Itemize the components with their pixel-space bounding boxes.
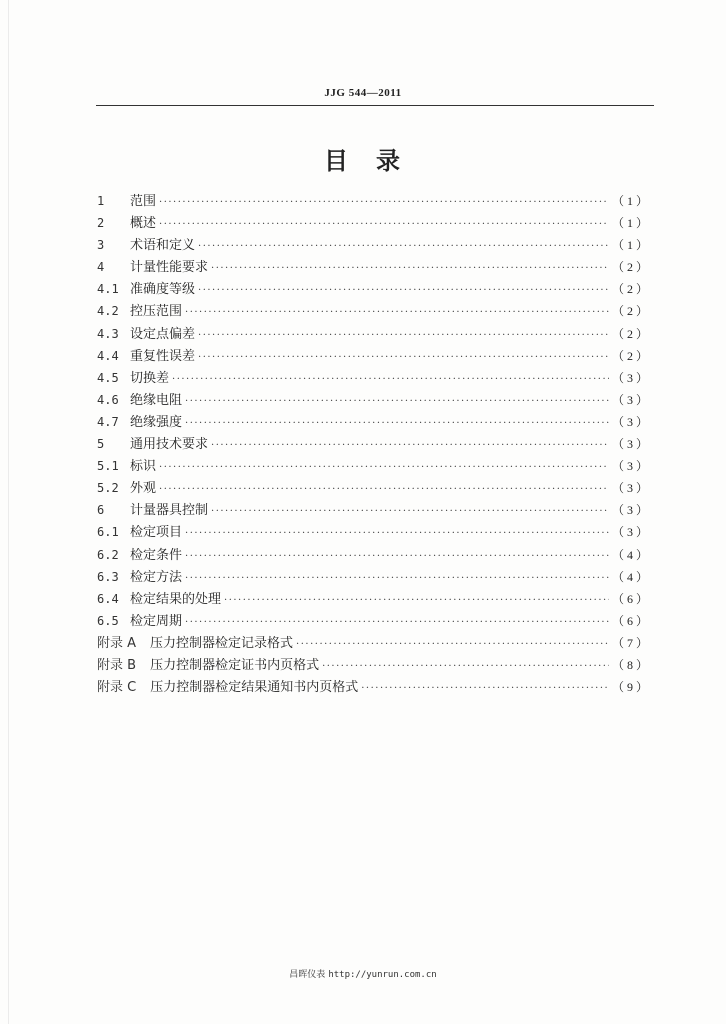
toc-leader-dots <box>159 219 609 230</box>
toc-entry-page: （1） <box>611 238 651 253</box>
page-title: 目 录 <box>324 147 402 175</box>
toc-entry-page: （3） <box>611 503 651 518</box>
toc-entry[interactable] <box>97 323 651 345</box>
toc-leader-dots <box>211 440 609 451</box>
toc-entry-title: 计量器具控制 <box>130 503 209 519</box>
toc-entry-page: （2） <box>611 282 651 297</box>
toc-entry-page: （1） <box>611 216 651 231</box>
toc-entry-number: 4.5 <box>97 370 119 385</box>
toc-leader-dots <box>159 484 609 495</box>
toc-appendix-title: 压力控制器检定结果通知书内页格式 <box>150 680 359 696</box>
toc-appendix-number: 附录 C <box>97 680 137 696</box>
toc-appendix-number: 附录 B <box>97 657 137 673</box>
toc-entry[interactable] <box>97 433 651 455</box>
toc-entry-number: 4.1 <box>97 282 119 297</box>
toc-entry-page: （2） <box>611 304 651 319</box>
toc-leader-dots <box>159 462 609 473</box>
toc-entry-page: （3） <box>611 437 651 452</box>
toc-entry-page: （3） <box>611 525 651 540</box>
toc-leader-dots <box>211 506 609 517</box>
toc-appendix-page: （7） <box>611 635 651 650</box>
toc-entry[interactable] <box>97 477 651 499</box>
toc-entry[interactable] <box>97 389 651 411</box>
standard-code: JJG 544—2011 <box>324 87 402 99</box>
toc-entry-number: 5 <box>97 437 105 452</box>
toc-entry-title: 范围 <box>130 194 157 209</box>
toc-entry-number: 2 <box>97 216 105 231</box>
toc-entry-page: （2） <box>611 326 651 341</box>
toc-entry[interactable] <box>97 300 651 322</box>
toc-appendix-page: （9） <box>611 680 651 695</box>
toc-entry-page: （4） <box>611 547 651 562</box>
toc-entry-page: （2） <box>611 348 651 363</box>
toc-leader-dots <box>185 551 609 562</box>
toc-entry-title: 控压范围 <box>130 304 183 320</box>
toc-entry-number: 6.1 <box>97 525 119 540</box>
toc-appendix-number: 附录 A <box>97 635 137 651</box>
table-of-contents <box>97 190 651 698</box>
toc-leader-dots <box>322 661 609 672</box>
toc-entry-number: 5.1 <box>97 459 119 474</box>
toc-entry-page: （4） <box>611 569 651 584</box>
toc-entry[interactable] <box>97 278 651 300</box>
header-rule <box>96 105 654 106</box>
toc-entry[interactable] <box>97 411 651 433</box>
toc-leader-dots <box>224 595 609 606</box>
toc-entry[interactable] <box>97 544 651 566</box>
toc-leader-dots <box>185 528 609 539</box>
toc-entry-title: 重复性误差 <box>130 348 196 364</box>
toc-entry-title: 概述 <box>130 216 157 232</box>
toc-leader-dots <box>185 617 609 628</box>
toc-entry-number: 6 <box>97 503 105 518</box>
toc-appendix-entry[interactable] <box>97 654 651 676</box>
toc-entry[interactable] <box>97 610 651 632</box>
toc-entry[interactable] <box>97 521 651 543</box>
toc-entry-page: （3） <box>611 370 651 385</box>
toc-entry[interactable] <box>97 566 651 588</box>
toc-leader-dots <box>185 418 609 429</box>
toc-leader-dots <box>198 330 609 341</box>
toc-entry-title: 检定结果的处理 <box>130 591 222 607</box>
toc-entry-page: （3） <box>611 459 651 474</box>
toc-entry-number: 4.4 <box>97 348 119 363</box>
toc-appendix-entry[interactable] <box>97 676 651 698</box>
page-footer <box>0 967 726 980</box>
toc-leader-dots <box>361 683 609 694</box>
toc-entry-number: 6.5 <box>97 613 119 628</box>
toc-leader-dots <box>185 307 609 318</box>
toc-leader-dots <box>159 197 609 208</box>
toc-leader-dots <box>296 639 609 650</box>
toc-entry[interactable] <box>97 499 651 521</box>
toc-entry-title: 绝缘电阻 <box>130 392 183 408</box>
toc-appendix-page: （8） <box>611 657 651 672</box>
toc-leader-dots <box>198 241 609 252</box>
toc-entry[interactable] <box>97 256 651 278</box>
toc-entry-title: 通用技术要求 <box>130 437 209 453</box>
toc-entry[interactable] <box>97 234 651 256</box>
toc-leader-dots <box>211 263 609 274</box>
toc-entry-title: 切换差 <box>130 370 170 386</box>
toc-leader-dots <box>185 396 609 407</box>
toc-entry-page: （6） <box>611 613 651 628</box>
toc-appendix-title: 压力控制器检定证书内页格式 <box>150 657 320 673</box>
toc-entry-title: 术语和定义 <box>130 238 196 254</box>
toc-entry-title: 外观 <box>130 481 157 497</box>
toc-entry-page: （3） <box>611 414 651 429</box>
toc-leader-dots <box>172 374 609 385</box>
toc-entry-number: 1 <box>97 194 105 208</box>
toc-entry-number: 4.2 <box>97 304 119 319</box>
toc-entry[interactable] <box>97 212 651 234</box>
toc-entry-page: （6） <box>611 591 651 606</box>
toc-entry[interactable] <box>97 345 651 367</box>
toc-entry-title: 检定项目 <box>130 525 183 541</box>
footer-url-link[interactable]: http://yunrun.com.cn <box>328 970 437 980</box>
toc-entry-title: 检定周期 <box>130 613 183 629</box>
footer-brand: 昌晖仪表 <box>289 970 326 980</box>
toc-entry-number: 5.2 <box>97 481 119 496</box>
toc-entry-page: （3） <box>611 481 651 496</box>
toc-entry-number: 6.3 <box>97 569 119 584</box>
toc-appendix-title: 压力控制器检定记录格式 <box>150 635 294 651</box>
toc-appendix-entry[interactable] <box>97 632 651 654</box>
toc-entry-number: 4 <box>97 260 105 275</box>
toc-entry-title: 标识 <box>130 459 157 475</box>
toc-entry-page: （1） <box>611 194 651 208</box>
toc-entry-title: 计量性能要求 <box>130 260 209 276</box>
toc-entry[interactable] <box>97 190 651 212</box>
toc-entry-title: 设定点偏差 <box>130 326 196 342</box>
toc-entry-page: （3） <box>611 392 651 407</box>
toc-entry-number: 4.6 <box>97 392 119 407</box>
toc-entry-page: （2） <box>611 260 651 275</box>
toc-entry-title: 检定条件 <box>130 547 183 563</box>
toc-entry-number: 6.2 <box>97 547 119 562</box>
toc-entry-title: 准确度等级 <box>130 282 196 298</box>
toc-entry-number: 4.3 <box>97 326 119 341</box>
toc-entry[interactable] <box>97 367 651 389</box>
toc-entry-number: 3 <box>97 238 105 253</box>
toc-entry-number: 4.7 <box>97 414 119 429</box>
toc-leader-dots <box>198 285 609 296</box>
toc-leader-dots <box>185 573 609 584</box>
toc-entry-title: 检定方法 <box>130 569 183 585</box>
toc-leader-dots <box>198 352 609 363</box>
toc-entry-title: 绝缘强度 <box>130 414 183 430</box>
toc-entry[interactable] <box>97 455 651 477</box>
toc-entry[interactable] <box>97 588 651 610</box>
toc-entry-number: 6.4 <box>97 591 119 606</box>
